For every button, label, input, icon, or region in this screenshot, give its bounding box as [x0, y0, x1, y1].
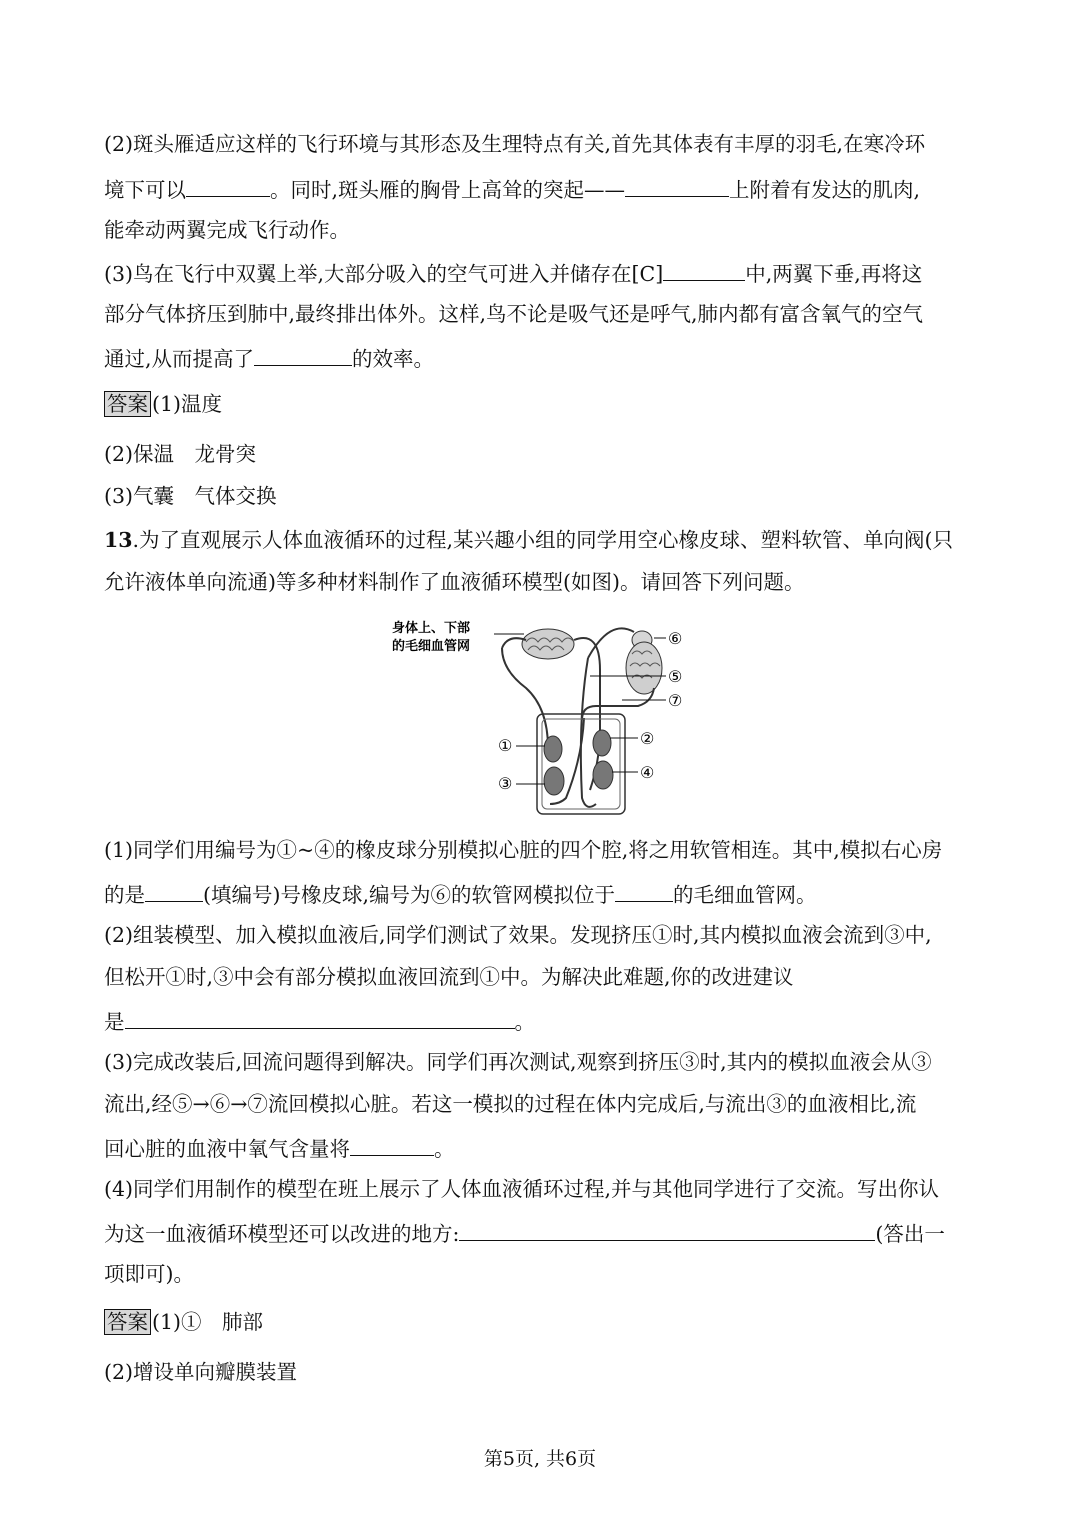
q13-part2-line2: 但松开①时,③中会有部分模拟血液回流到①中。为解决此难题,你的改进建议 [104, 965, 794, 989]
answer-blank [145, 879, 203, 902]
answer-blank [186, 174, 270, 197]
question-number: 13 [104, 528, 133, 552]
q13-part1-line2: 的是 (填编号)号橡皮球,编号为⑥的软管网模拟位于 的毛细血管网。 [104, 879, 817, 909]
q12-answer-3: (3)气囊 气体交换 [104, 484, 277, 508]
marker-5: ⑤ [668, 667, 683, 686]
q13-part4-line2: 为这一血液循环模型还可以改进的地方: (答出一 [104, 1218, 945, 1248]
chamber-1 [544, 736, 562, 762]
q12-answer-2: (2)保温 龙骨突 [104, 442, 257, 466]
q13-part3-line1: (3)完成改装后,回流问题得到解决。同学们再次测试,观察到挤压③时,其内的模拟血液会从③ [104, 1050, 932, 1074]
answer-blank [663, 258, 745, 281]
page-footer: 第5页, 共6页 [483, 1448, 597, 1470]
answer-blank [459, 1218, 875, 1241]
q12-part3-line1: (3)鸟在飞行中双翼上举,大部分吸入的空气可进入并储存在[C] 中,两翼下垂,再将这 [104, 258, 922, 288]
q12-part2-line1: (2)斑头雁适应这样的飞行环境与其形态及生理特点有关,首先其体表有丰厚的羽毛,在寒冷环 [104, 132, 926, 156]
circulation-model-figure [390, 618, 700, 830]
q13-part2-line3: 是 。 [104, 1006, 535, 1036]
q13-part2-line1: (2)组装模型、加入模拟血液后,同学们测试了效果。发现挤压①时,其内模拟血液会流到③中, [104, 923, 932, 947]
q13-answer-1: 答案 (1)① 肺部 [104, 1308, 263, 1336]
q12-answer-1: 答案 (1)温度 [104, 390, 222, 418]
q13-part1-line1: (1)同学们用编号为①~④的橡皮球分别模拟心脏的四个腔,将之用软管相连。其中,模拟右心房 [104, 838, 943, 862]
answer-blank [625, 174, 729, 197]
q12-part2-line3: 能牵动两翼完成飞行动作。 [104, 218, 350, 242]
q13-stem-line1: 13.为了直观展示人体血液循环的过程,某兴趣小组的同学用空心橡皮球、塑料软管、单向阀(只 [104, 528, 954, 552]
answer-tag: 答案 [104, 391, 151, 417]
capillary-label-line1: 身体上、下部 [392, 621, 471, 636]
chamber-4 [593, 761, 613, 789]
capillary-label-line2: 的毛细血管网 [392, 639, 471, 654]
chamber-2 [593, 730, 611, 756]
marker-3: ③ [498, 774, 513, 793]
q13-part3-line3: 回心脏的血液中氧气含量将 。 [104, 1133, 455, 1163]
marker-6: ⑥ [668, 629, 683, 648]
q13-stem-line2: 允许液体单向流通)等多种材料制作了血液循环模型(如图)。请回答下列问题。 [104, 570, 805, 594]
answer-blank [615, 879, 673, 902]
chamber-3 [544, 767, 564, 795]
q13-part4-line1: (4)同学们用制作的模型在班上展示了人体血液循环过程,并与其他同学进行了交流。写出你认 [104, 1177, 940, 1201]
answer-tag: 答案 [104, 1309, 151, 1335]
marker-7: ⑦ [668, 691, 683, 710]
answer-blank [125, 1006, 515, 1029]
marker-4: ④ [640, 763, 655, 782]
q13-answer-2: (2)增设单向瓣膜装置 [104, 1360, 298, 1384]
body-capillary-network [522, 629, 574, 659]
lung-capillary-network [626, 642, 662, 694]
q12-part3-line3: 通过,从而提高了 的效率。 [104, 343, 434, 373]
answer-blank [350, 1133, 434, 1156]
tube [502, 648, 548, 748]
q13-part4-line3: 项即可)。 [104, 1262, 194, 1286]
marker-1: ① [498, 736, 513, 755]
q12-part2-line2: 境下可以 。同时,斑头雁的胸骨上高耸的突起—— 上附着有发达的肌肉, [104, 174, 920, 204]
marker-2: ② [640, 729, 655, 748]
q12-part3-line2: 部分气体挤压到肺中,最终排出体外。这样,鸟不论是吸气还是呼气,肺内都有富含氧气的空气 [104, 302, 924, 326]
answer-blank [254, 343, 352, 366]
q13-part3-line2: 流出,经⑤→⑥→⑦流回模拟心脏。若这一模拟的过程在体内完成后,与流出③的血液相比,流 [104, 1092, 917, 1116]
